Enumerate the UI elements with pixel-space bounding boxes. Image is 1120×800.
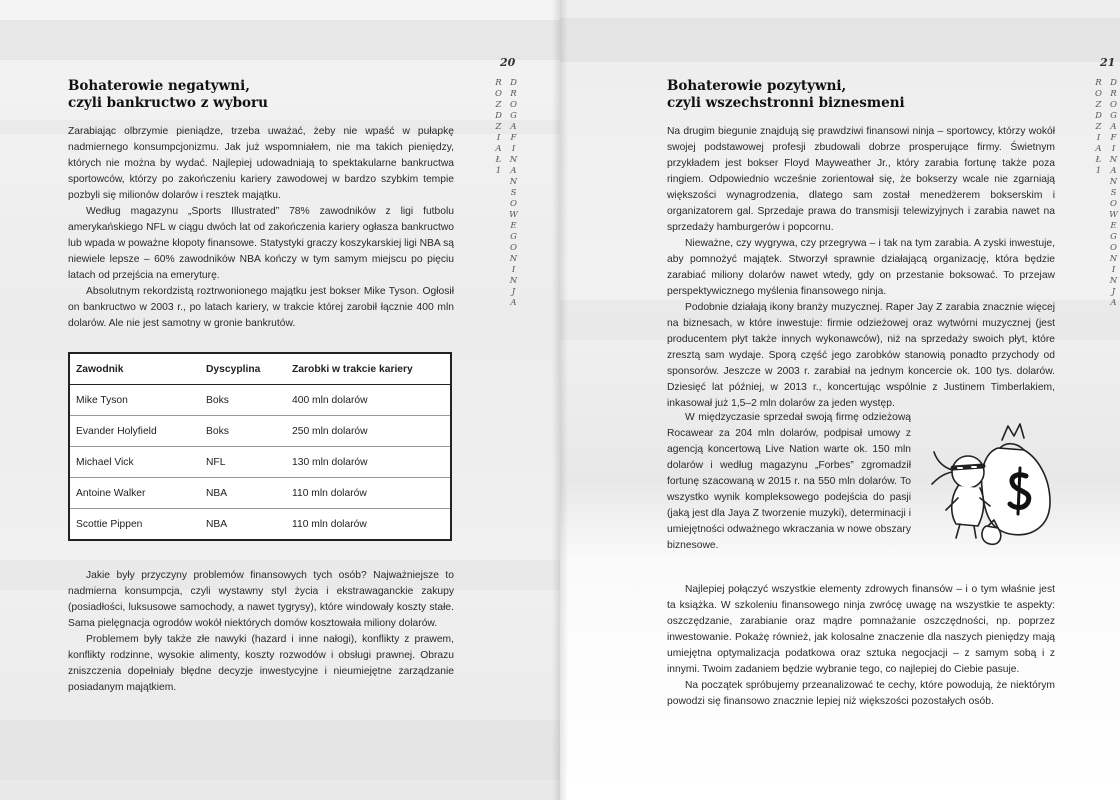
chapter-tab-label: ROZDZIAŁ 1 (495, 78, 502, 176)
table-cell: 400 mln dolarów (286, 385, 451, 416)
table-cell: NFL (200, 447, 286, 478)
table-row (69, 416, 451, 447)
table-row (69, 478, 451, 509)
table-cell: Boks (200, 385, 286, 416)
column-header: Zarobki w trakcie kariery (286, 353, 451, 385)
heading-line-1: Bohaterowie negatywni, (68, 78, 250, 94)
paragraph: Podobnie działają ikony branży muzycznej. Raper Jay Z zarabia znacznie więcej na biznesach, w które inwestuje: firmie odzieżowej oraz wytwórni muzycznej (jest producentem płyt także innych wykonawców), niż na sprzedaży swoich płyt, które zresztą sam wydaje. Sporą część jego zarobków stanowią ponadto przychody od sponsorów. Jeszcze w 2003 r. zarabiał na jednym koncercie ok. 100 tys. dolarów. Dziesięć lat później, w 2013 r., koncertując wspólnie z Justinem Timberlakiem, inkasował już 1,5–2 mln dolarów za jeden występ. (667, 302, 1055, 409)
table-cell: 250 mln dolarów (286, 416, 451, 447)
body-text-bottom (667, 582, 1055, 710)
paragraph: Na drugim biegunie znajdują się prawdziwi finansowi ninja – sportowcy, którzy wokół swojej podstawowej profesji zbudowali dobrze prosperujące firmy. Świetnym przykładem jest bokser Floyd Mayweather Jr., który zarabia fortunę także poza ringiem. Odpowiednio wcześnie zorientował się, że bokserzy wcale nie zgarniają większości wynagrodzenia, dlatego sam został menedżerem bokserskim i organizatorem gal. Sprzedaje prawa do transmisji telewizyjnych i zarabia nawet na sprzedaży hamburgerów i popcornu. (667, 126, 1055, 233)
table-cell: 130 mln dolarów (286, 447, 451, 478)
section-heading (68, 78, 268, 112)
table-row (69, 447, 451, 478)
paragraph: Absolutnym rekordzistą roztrwonionego majątku jest bokser Mike Tyson. Ogłosił on bankructwo w 2003 r., po latach kariery, w trakcie której zarobił łącznie 400 mln dolarów. Ale nie jest samotny w gronie bankrutów. (68, 286, 454, 329)
paragraph: W międzyczasie sprzedał swoją firmę odzieżową Rocawear za 204 mln dolarów, podpisał umowy z agencją koncertową Live Nation warte ok. 150 mln dolarów i według magazynu „Forbes” zgromadził fortunę szacowaną w 2015 r. na 550 mln dolarów. To wszystko wynik kompleksowego podejścia do pasji (jaką jest dla Jaya Z tworzenie muzyki), determinacji i umiejętności odważnego wkraczania w nowe obszary biznesowe. (667, 412, 911, 551)
table-header-row (69, 353, 451, 385)
bankrupt-athletes-table (68, 352, 452, 541)
heading-line-2: czyli bankructwo z wyboru (68, 95, 268, 111)
page-number: 21 (1100, 56, 1116, 69)
table-cell: Boks (200, 416, 286, 447)
section-heading (667, 78, 905, 112)
table-cell: Evander Holyfield (69, 416, 200, 447)
paragraph: Zarabiając olbrzymie pieniądze, trzeba uważać, żeby nie wpaść w pułapkę nadmiernego konsumpcjonizmu. Jak już wspomniałem, nie ma takich pieniędzy, których nie można by wydać. Najlepiej udowadniają to spektakularne bankructwa sportowców, którzy po zakończeniu kariery zawodowej w bardzo szybkim tempie pozbyli się milionów dolarów i resztek majątku. (68, 126, 454, 201)
table-cell: Michael Vick (69, 447, 200, 478)
right-page (560, 0, 1120, 800)
book-gutter (552, 0, 568, 800)
page-number: 20 (500, 56, 516, 69)
column-header: Dyscyplina (200, 353, 286, 385)
paragraph: Jakie były przyczyny problemów finansowych tych osób? Najważniejsze to nadmierna konsumpcja, czyli wystawny styl życia i ekstrawaganckie zakupy (posiadłości, luksusowe samochody, a nawet tygrysy), które windowały koszty stałe. Sama pielęgnacja ogrodów wokół niektórych domów kosztowała miliony dolarów. (68, 570, 454, 629)
table-cell: Antoine Walker (69, 478, 200, 509)
body-text-top (667, 124, 1055, 412)
paragraph: Według magazynu „Sports Illustrated” 78% zawodników z ligi futbolu amerykańskiego NFL w ciągu dwóch lat od zakończenia kariery ogłasza bankructwo lub wpada w poważne kłopoty finansowe. Statystyki graczy koszykarskiej ligi NBA są niewiele lepsze – 60% zawodników NBA kończy w tym samym miejscu po pięciu latach od przejścia na emeryturę. (68, 206, 454, 281)
table-row (69, 385, 451, 416)
body-text-bottom (68, 568, 454, 696)
chapter-tab-label: ROZDZIAŁ 1 (1095, 78, 1102, 176)
table-cell: 110 mln dolarów (286, 478, 451, 509)
table-row (69, 509, 451, 541)
paragraph: Problemem były także złe nawyki (hazard i inne nałogi), konflikty z prawem, konflikty rodzinne, wysokie alimenty, koszty rozwodów i obsługi prawnej. Obrazu zniszczenia dopełniały błędne decyzje inwestycyjne i nieumiejętne zarządzanie posiadanym majątkiem. (68, 634, 454, 693)
table-cell: NBA (206, 518, 228, 530)
table-cell: 110 mln dolarów (292, 518, 367, 530)
body-text-top (68, 124, 454, 332)
column-header: Zawodnik (69, 353, 200, 385)
heading-line-2: czyli wszechstronni biznesmeni (667, 95, 905, 111)
table-cell: Scottie Pippen (76, 518, 143, 530)
paragraph: Na początek spróbujemy przeanalizować te cechy, które powodują, że niektórym powodzi się finansowo znacznie lepiej niż większości pozostałych osób. (667, 680, 1055, 707)
chapter-tab-title: DROGA FINANSOWEGO NINJA (1109, 78, 1118, 308)
paragraph: Nieważne, czy wygrywa, czy przegrywa – i tak na tym zarabia. A zyski inwestuje, aby pomnożyć majątek. Stworzył sprawnie działającą organizację, która będzie zarabiać miliony dolarów nawet wtedy, gdy on przestanie boksować. To przejaw perspektywicznego myślenia finansowego ninja. (667, 238, 1055, 297)
ninja-money-bag-illustration (928, 418, 1058, 548)
heading-line-1: Bohaterowie pozytywni, (667, 78, 847, 94)
body-text-wrap (667, 410, 911, 554)
table-cell: NBA (200, 478, 286, 509)
paragraph: Najlepiej połączyć wszystkie elementy zdrowych finansów – i o tym właśnie jest ta książka. W szkoleniu finansowego ninja zwrócę uwagę na wszystkie te aspekty: oszczędzanie, zarabianie oraz mądre pomnażanie oszczędności, np. poprzez inwestowanie. Pokażę również, jak kolosalne znaczenie dla naszych pieniędzy mają umiejętna optymalizacja podatkowa oraz sztuka negocjacji – z samym sobą i z innymi. Twoim zadaniem będzie wybranie tego, co najlepiej do Ciebie pasuje. (667, 584, 1055, 675)
table-cell: Mike Tyson (69, 385, 200, 416)
chapter-tab-title: DROGA FINANSOWEGO NINJA (509, 78, 518, 308)
